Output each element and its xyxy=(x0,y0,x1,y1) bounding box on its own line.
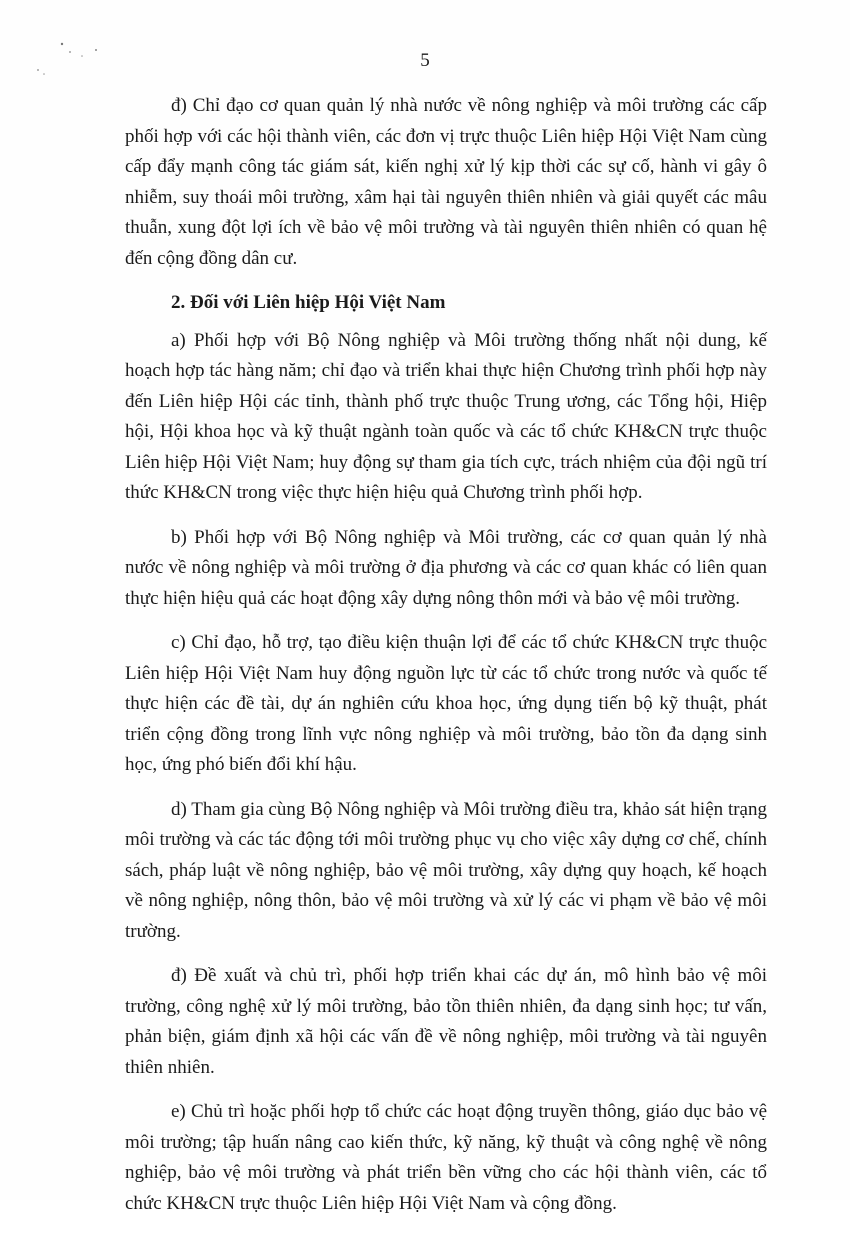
paragraph-b: b) Phối hợp với Bộ Nông nghiệp và Môi trường, các cơ quan quản lý nhà nước về nông nghiệp và môi trường ở địa phương và các cơ quan khác có liên quan thực hiện hiệu quả các hoạt động xây dựng nông thôn mới và bảo vệ môi trường. xyxy=(125,526,767,609)
paragraph-dd-de-xuat: đ) Đề xuất và chủ trì, phối hợp triển khai các dự án, mô hình bảo vệ môi trường, công nghệ xử lý môi trường, bảo tồn thiên nhiên, đa dạng sinh học; tư vấn, phản biện, giám định xã hội các vấn đề về nông nghiệp, môi trường và tài nguyên thiên nhiên. xyxy=(125,965,767,1078)
document-body xyxy=(125,91,767,1233)
paragraph-a: a) Phối hợp với Bộ Nông nghiệp và Môi trường thống nhất nội dung, kế hoạch hợp tác hàng năm; chỉ đạo và triển khai thực hiện Chương trình phối hợp này đến Liên hiệp Hội các tỉnh, thành phố trực thuộc Trung ương, các Tổng hội, Hiệp hội, Hội khoa học và kỹ thuật ngành toàn quốc và các tổ chức KH&CN trực thuộc Liên hiệp Hội Việt Nam; huy động sự tham gia tích cực, trách nhiệm của đội ngũ trí thức KH&CN trong việc thực hiện hiệu quả Chương trình phối hợp. xyxy=(125,329,767,503)
page-number: 5 xyxy=(420,50,430,71)
section-heading-2: 2. Đối với Liên hiệp Hội Việt Nam xyxy=(171,292,446,313)
paragraph-c: c) Chỉ đạo, hỗ trợ, tạo điều kiện thuận lợi để các tổ chức KH&CN trực thuộc Liên hiệp Hội Việt Nam huy động nguồn lực từ các tổ chức trong nước và quốc tế thực hiện các đề tài, dự án nghiên cứu khoa học, ứng dụng tiến bộ kỹ thuật, phát triển cộng đồng trong lĩnh vực nông nghiệp và môi trường, bảo tồn đa dạng sinh học, ứng phó biến đổi khí hậu. xyxy=(125,632,767,775)
paragraph-e: e) Chủ trì hoặc phối hợp tổ chức các hoạt động truyền thông, giáo dục bảo vệ môi trường; tập huấn nâng cao kiến thức, kỹ năng, kỹ thuật và công nghệ về nông nghiệp, bảo vệ môi trường và phát triển bền vững cho các hội thành viên, các tổ chức KH&CN trực thuộc Liên hiệp Hội Việt Nam và cộng đồng. xyxy=(125,1101,767,1214)
paragraph-dd-chi-dao: đ) Chỉ đạo cơ quan quản lý nhà nước về nông nghiệp và môi trường các cấp phối hợp với các hội thành viên, các đơn vị trực thuộc Liên hiệp Hội Việt Nam cùng cấp đẩy mạnh công tác giám sát, kiến nghị xử lý kịp thời các sự cố, hành vi gây ô nhiễm, suy thoái môi trường, xâm hại tài nguyên thiên nhiên và giải quyết các mâu thuẫn, xung đột lợi ích về bảo vệ môi trường và tài nguyên thiên nhiên có quan hệ đến cộng đồng dân cư. xyxy=(125,95,767,269)
paragraph-d: d) Tham gia cùng Bộ Nông nghiệp và Môi trường điều tra, khảo sát hiện trạng môi trường và các tác động tới môi trường phục vụ cho việc xây dựng cơ chế, chính sách, pháp luật về nông nghiệp, bảo vệ môi trường, xây dựng quy hoạch, kế hoạch về nông nghiệp, nông thôn, bảo vệ môi trường và xử lý các vi phạm về bảo vệ môi trường. xyxy=(125,798,767,942)
